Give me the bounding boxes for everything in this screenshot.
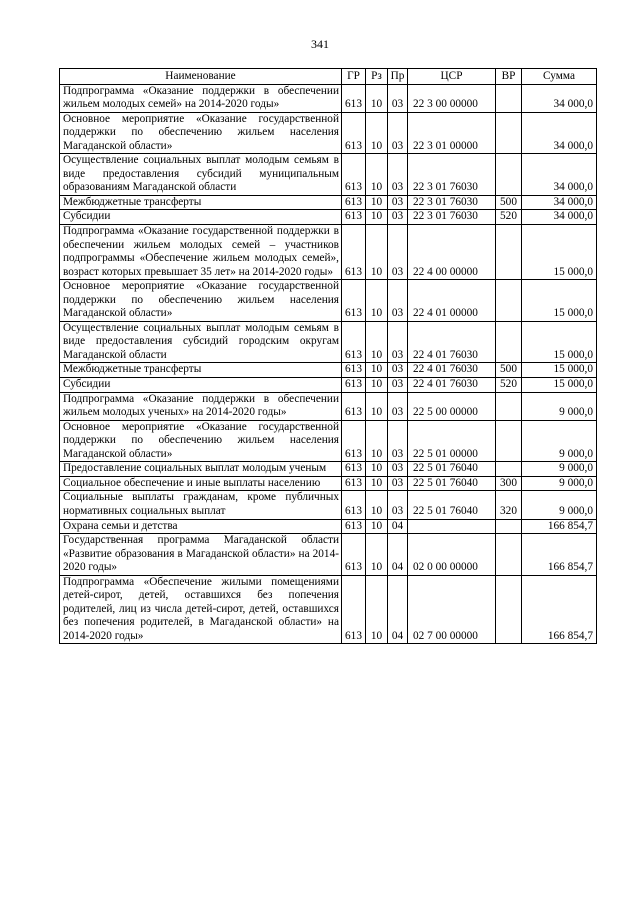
table-row <box>60 420 597 462</box>
row-pr: 03 <box>388 280 408 322</box>
header-gr: ГР <box>342 69 366 85</box>
row-rz: 10 <box>366 491 388 519</box>
row-gr: 613 <box>342 462 366 477</box>
table-row <box>60 154 597 196</box>
row-vr <box>496 280 522 322</box>
row-rz: 10 <box>366 210 388 225</box>
row-gr: 613 <box>342 321 366 363</box>
row-sum: 9 000,0 <box>522 462 597 477</box>
row-vr: 320 <box>496 491 522 519</box>
row-sum: 166 854,7 <box>522 575 597 644</box>
row-gr: 613 <box>342 154 366 196</box>
table-row <box>60 363 597 378</box>
row-sum: 9 000,0 <box>522 476 597 491</box>
row-gr: 613 <box>342 280 366 322</box>
row-csr: 22 5 01 76040 <box>408 476 496 491</box>
row-pr: 03 <box>388 154 408 196</box>
row-csr: 22 4 00 00000 <box>408 225 496 280</box>
row-rz: 10 <box>366 321 388 363</box>
row-csr: 22 5 01 76040 <box>408 462 496 477</box>
row-rz: 10 <box>366 462 388 477</box>
row-sum: 166 854,7 <box>522 534 597 576</box>
row-pr: 03 <box>388 84 408 112</box>
row-name: Осуществление социальных выплат молодым семьям в виде предоставления субсидий муниципальным образованиям Магаданской области <box>60 154 342 196</box>
table-row <box>60 84 597 112</box>
row-rz: 10 <box>366 519 388 534</box>
row-gr: 613 <box>342 575 366 644</box>
row-rz: 10 <box>366 534 388 576</box>
row-sum: 9 000,0 <box>522 420 597 462</box>
row-vr <box>496 112 522 154</box>
row-rz: 10 <box>366 84 388 112</box>
row-gr: 613 <box>342 112 366 154</box>
row-pr: 03 <box>388 225 408 280</box>
table-row <box>60 225 597 280</box>
row-sum: 9 000,0 <box>522 491 597 519</box>
row-sum: 15 000,0 <box>522 321 597 363</box>
row-pr: 04 <box>388 519 408 534</box>
row-csr: 22 5 01 76040 <box>408 491 496 519</box>
row-gr: 613 <box>342 210 366 225</box>
header-rz: Рз <box>366 69 388 85</box>
row-name: Подпрограмма «Обеспечение жилыми помещениями детей-сирот, детей, оставшихся без попечения родителей, лиц из числа детей-сирот, детей, оставшихся без попечения родителей, в Магаданской области» на 2014-2020 годы» <box>60 575 342 644</box>
table-row <box>60 462 597 477</box>
row-pr: 03 <box>388 476 408 491</box>
row-pr: 03 <box>388 462 408 477</box>
row-rz: 10 <box>366 420 388 462</box>
table-row <box>60 195 597 210</box>
row-name: Социальные выплаты гражданам, кроме публичных нормативных социальных выплат <box>60 491 342 519</box>
row-sum: 34 000,0 <box>522 195 597 210</box>
table-row <box>60 112 597 154</box>
row-name: Социальное обеспечение и иные выплаты населению <box>60 476 342 491</box>
row-csr: 22 3 01 00000 <box>408 112 496 154</box>
row-sum: 34 000,0 <box>522 210 597 225</box>
row-rz: 10 <box>366 378 388 393</box>
header-pr: Пр <box>388 69 408 85</box>
row-rz: 10 <box>366 112 388 154</box>
row-rz: 10 <box>366 575 388 644</box>
row-vr <box>496 84 522 112</box>
row-rz: 10 <box>366 392 388 420</box>
row-csr: 22 3 01 76030 <box>408 210 496 225</box>
row-gr: 613 <box>342 519 366 534</box>
row-gr: 613 <box>342 378 366 393</box>
row-rz: 10 <box>366 225 388 280</box>
row-pr: 03 <box>388 112 408 154</box>
row-name: Осуществление социальных выплат молодым семьям в виде предоставления субсидий городским округам Магаданской области <box>60 321 342 363</box>
row-csr <box>408 519 496 534</box>
row-pr: 03 <box>388 210 408 225</box>
row-pr: 03 <box>388 378 408 393</box>
row-sum: 15 000,0 <box>522 363 597 378</box>
row-vr <box>496 420 522 462</box>
row-pr: 03 <box>388 420 408 462</box>
header-sum: Сумма <box>522 69 597 85</box>
row-name: Основное мероприятие «Оказание государственной поддержки по обеспечению жильем населения Магаданской области» <box>60 112 342 154</box>
row-name: Подпрограмма «Оказание поддержки в обеспечении жильем молодых ученых» на 2014-2020 годы» <box>60 392 342 420</box>
row-name: Межбюджетные трансферты <box>60 363 342 378</box>
row-vr <box>496 392 522 420</box>
row-vr <box>496 534 522 576</box>
page-number: 341 <box>311 37 329 51</box>
header-csr: ЦСР <box>408 69 496 85</box>
table-row <box>60 491 597 519</box>
row-vr: 500 <box>496 363 522 378</box>
table-row <box>60 210 597 225</box>
row-sum: 15 000,0 <box>522 225 597 280</box>
row-vr <box>496 462 522 477</box>
table-row <box>60 280 597 322</box>
header-vr: ВР <box>496 69 522 85</box>
row-gr: 613 <box>342 195 366 210</box>
table-row <box>60 392 597 420</box>
budget-table <box>59 68 597 644</box>
row-name: Предоставление социальных выплат молодым ученым <box>60 462 342 477</box>
row-csr: 02 7 00 00000 <box>408 575 496 644</box>
row-csr: 02 0 00 00000 <box>408 534 496 576</box>
row-pr: 03 <box>388 392 408 420</box>
row-rz: 10 <box>366 195 388 210</box>
row-vr: 520 <box>496 210 522 225</box>
row-name: Охрана семьи и детства <box>60 519 342 534</box>
row-gr: 613 <box>342 476 366 491</box>
row-pr: 03 <box>388 491 408 519</box>
row-name: Субсидии <box>60 210 342 225</box>
row-sum: 166 854,7 <box>522 519 597 534</box>
row-csr: 22 3 01 76030 <box>408 154 496 196</box>
row-vr <box>496 225 522 280</box>
row-sum: 15 000,0 <box>522 280 597 322</box>
row-vr: 500 <box>496 195 522 210</box>
table-body <box>60 84 597 644</box>
table-row <box>60 575 597 644</box>
row-sum: 34 000,0 <box>522 112 597 154</box>
row-gr: 613 <box>342 392 366 420</box>
row-vr: 520 <box>496 378 522 393</box>
row-rz: 10 <box>366 476 388 491</box>
row-name: Основное мероприятие «Оказание государственной поддержки по обеспечению жильем населения Магаданской области» <box>60 420 342 462</box>
row-gr: 613 <box>342 84 366 112</box>
row-vr <box>496 519 522 534</box>
row-csr: 22 4 01 76030 <box>408 363 496 378</box>
row-sum: 34 000,0 <box>522 154 597 196</box>
row-name: Подпрограмма «Оказание поддержки в обеспечении жильем молодых семей» на 2014-2020 годы» <box>60 84 342 112</box>
row-gr: 613 <box>342 491 366 519</box>
table-row <box>60 476 597 491</box>
row-csr: 22 3 01 76030 <box>408 195 496 210</box>
row-sum: 9 000,0 <box>522 392 597 420</box>
header-name: Наименование <box>60 69 342 85</box>
row-vr <box>496 321 522 363</box>
row-pr: 03 <box>388 195 408 210</box>
table-row <box>60 519 597 534</box>
row-name: Субсидии <box>60 378 342 393</box>
table-row <box>60 534 597 576</box>
row-gr: 613 <box>342 225 366 280</box>
row-csr: 22 4 01 76030 <box>408 378 496 393</box>
row-vr <box>496 154 522 196</box>
row-name: Межбюджетные трансферты <box>60 195 342 210</box>
row-sum: 15 000,0 <box>522 378 597 393</box>
row-name: Подпрограмма «Оказание государственной поддержки в обеспечении жильем молодых семей – участников подпрограммы «Обеспечение жильем молодых семей», возраст которых превышает 35 лет» на 2014-2020 годы» <box>60 225 342 280</box>
header-row <box>60 69 597 85</box>
row-pr: 03 <box>388 363 408 378</box>
row-gr: 613 <box>342 363 366 378</box>
row-pr: 04 <box>388 534 408 576</box>
row-csr: 22 5 01 00000 <box>408 420 496 462</box>
row-rz: 10 <box>366 363 388 378</box>
row-gr: 613 <box>342 534 366 576</box>
table-row <box>60 321 597 363</box>
row-csr: 22 4 01 00000 <box>408 280 496 322</box>
row-name: Государственная программа Магаданской области «Развитие образования в Магаданской области» на 2014-2020 годы» <box>60 534 342 576</box>
row-vr: 300 <box>496 476 522 491</box>
row-csr: 22 5 00 00000 <box>408 392 496 420</box>
row-name: Основное мероприятие «Оказание государственной поддержки по обеспечению жильем населения Магаданской области» <box>60 280 342 322</box>
row-csr: 22 3 00 00000 <box>408 84 496 112</box>
row-rz: 10 <box>366 280 388 322</box>
row-pr: 03 <box>388 321 408 363</box>
row-vr <box>496 575 522 644</box>
row-gr: 613 <box>342 420 366 462</box>
table-row <box>60 378 597 393</box>
row-sum: 34 000,0 <box>522 84 597 112</box>
row-pr: 04 <box>388 575 408 644</box>
row-rz: 10 <box>366 154 388 196</box>
row-csr: 22 4 01 76030 <box>408 321 496 363</box>
table-header <box>60 69 597 85</box>
